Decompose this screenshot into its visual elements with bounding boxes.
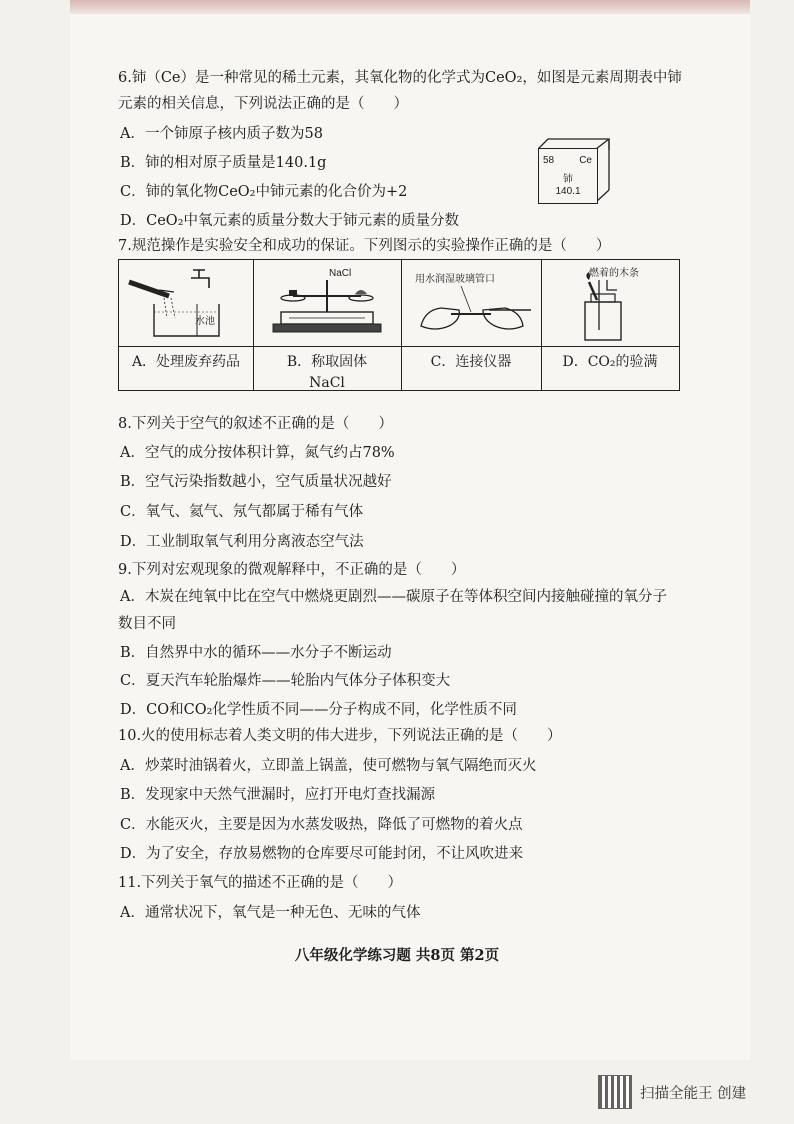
scanner-watermark	[598, 1075, 746, 1109]
caption-c: C．连接仪器	[430, 354, 512, 370]
q8-option-c: C．氧气、氦气、氖气都属于稀有气体	[120, 504, 364, 520]
caption-b-line2: NaCl	[309, 375, 345, 391]
experiment-cell-a	[119, 260, 254, 390]
q10-stem: 10.火的使用标志着人类文明的伟大进步，下列说法正确的是（ ）	[118, 728, 562, 744]
burning-splint-label: 燃着的木条	[589, 268, 639, 279]
q6-stem-line2: 元素的相关信息，下列说法正确的是（ ）	[118, 96, 408, 112]
q9-option-a-line1: A．木炭在纯氧中比在空气中燃烧更剧烈——碳原子在等体积空间内接触碰撞的氧分子	[120, 589, 667, 605]
q8-option-a: A．空气的成分按体积计算，氮气约占78%	[120, 445, 395, 461]
q10-option-b: B．发现家中天然气泄漏时，应打开电灯查找漏源	[120, 787, 436, 803]
q9-option-c: C．夏天汽车轮胎爆炸——轮胎内气体分子体积变大	[120, 673, 451, 689]
q9-stem: 9.下列对宏观现象的微观解释中，不正确的是（ ）	[118, 562, 466, 578]
q8-option-d: D．工业制取氧气利用分离液态空气法	[120, 534, 364, 550]
experiment-cell-d	[541, 260, 679, 390]
caption-a: A．处理废弃药品	[131, 354, 241, 370]
top-edge	[70, 0, 750, 14]
q9-option-d: D．CO和CO₂化学性质不同——分子构成不同，化学性质不同	[120, 702, 517, 718]
q8-stem: 8.下列关于空气的叙述不正确的是（ ）	[118, 416, 393, 432]
caption-b-line1: B．称取固体	[286, 354, 368, 370]
q6-option-d: D．CeO₂中氧元素的质量分数大于铈元素的质量分数	[120, 213, 459, 229]
page-footer: 八年级化学练习题 共8页 第2页	[294, 947, 500, 964]
experiment-table	[118, 259, 680, 391]
element-cerium-box	[538, 138, 610, 204]
qr-code-icon	[598, 1075, 632, 1109]
element-box-front	[538, 148, 598, 204]
balance-figure	[253, 260, 401, 347]
q6-option-a: A．一个铈原子核内质子数为58	[120, 126, 323, 142]
experiment-cell-b	[253, 260, 402, 390]
q9-option-a-line2: 数目不同	[118, 616, 176, 632]
caption-b	[253, 352, 401, 394]
q10-option-a: A．炒菜时油锅着火，立即盖上锅盖，使可燃物与氧气隔绝而灭火	[120, 758, 537, 774]
experiment-cell-c	[401, 260, 542, 390]
element-atomic-number: 58	[543, 155, 555, 166]
q6-option-c: C．铈的氧化物CeO₂中铈元素的化合价为+2	[120, 184, 408, 200]
sink-label: 水池	[195, 316, 215, 327]
element-atomic-mass: 140.1	[555, 186, 581, 197]
waste-disposal-figure	[119, 260, 253, 347]
element-name: 铈	[563, 174, 573, 185]
moisten-tube-label: 用水润湿玻璃管口	[415, 274, 495, 285]
element-symbol: Ce	[579, 155, 592, 166]
q9-option-b: B．自然界中水的循环——水分子不断运动	[120, 645, 392, 661]
watermark-text: 扫描全能王 创建	[640, 1085, 747, 1102]
q11-stem: 11.下列关于氧气的描述不正确的是（ ）	[118, 875, 403, 891]
q6-option-b: B．铈的相对原子质量是140.1g	[120, 155, 327, 171]
q8-option-b: B．空气污染指数越小，空气质量状况越好	[120, 474, 392, 490]
q10-option-d: D．为了安全，存放易燃物的仓库要尽可能封闭，不让风吹进来	[120, 846, 524, 862]
co2-test-figure	[541, 260, 679, 347]
q6-stem-line1: 6.铈（Ce）是一种常见的稀土元素，其氧化物的化学式为CeO₂，如图是元素周期表中铈	[118, 70, 682, 86]
q7-stem: 7.规范操作是实验安全和成功的保证。下列图示的实验操作正确的是（ ）	[118, 238, 611, 254]
caption-d: D．CO₂的验满	[562, 354, 658, 370]
q11-option-a: A．通常状况下，氧气是一种无色、无味的气体	[120, 905, 421, 921]
q10-option-c: C．水能灭火，主要是因为水蒸发吸热，降低了可燃物的着火点	[120, 817, 523, 833]
connecting-apparatus-figure	[401, 260, 541, 347]
nacl-label: NaCl	[329, 268, 352, 279]
